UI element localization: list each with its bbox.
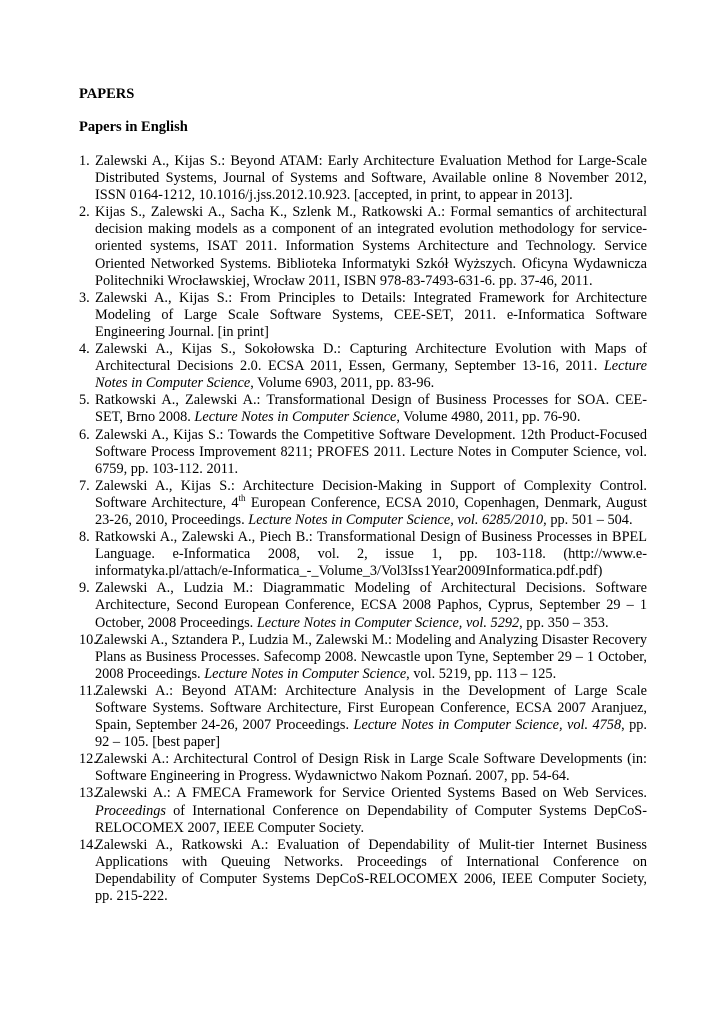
reference-text: Ratkowski A., Zalewski A., Piech B.: Transformational Design of Business Processes in BPEL Language. e-Informatica 2008, vol. 2, issue 1, pp. 103-118. (http://www.e-informatyka.pl/attach/e-Informatica_-_Volume_3/Vol3Iss1Year2009Informatica.pdf.pdf) (95, 529, 647, 580)
reference-number: 11. (79, 682, 97, 699)
reference-item (79, 427, 647, 478)
reference-text: Kijas S., Zalewski A., Sacha K., Szlenk M., Ratkowski A.: Formal semantics of architectural decision making models as a component of an integrated evolution methodology for service-oriented systems, ISAT 2011. Information Systems Architecture and Technology. Service Oriented Networked Systems. Biblioteka Informatyki Szkół Wyższych. Oficyna Wydawnicza Politechniki Wrocławskiej, Wrocław 2011, ISBN 978-83-7493-631-6. pp. 37-46, 2011. (95, 204, 647, 289)
reference-item (79, 478, 647, 529)
reference-text: Ratkowski A., Zalewski A.: Transformational Design of Business Processes for SOA. CEE-SET, Brno 2008. (95, 392, 647, 426)
reference-text: , pp. 350 – 353. (519, 614, 609, 631)
reference-text: Zalewski A., Kijas S.: Architecture Decision-Making in Support of Complexity Control. Software Architecture, 4 (95, 477, 647, 511)
reference-text: , Volume 6903, 2011, pp. 83-96. (250, 375, 435, 392)
reference-number: 14. (79, 836, 97, 853)
reference-number: 3. (79, 289, 90, 306)
reference-item (79, 751, 647, 785)
reference-number: 6. (79, 426, 90, 443)
reference-item (79, 341, 647, 392)
reference-item (79, 632, 647, 683)
reference-number: 4. (79, 341, 90, 358)
reference-number: 12. (79, 751, 97, 768)
reference-text: Zalewski A., Sztandera P., Ludzia M., Zalewski M.: Modeling and Analyzing Disaster Recovery Plans as Business Processes. Safecomp 2008. Newcastle upon Tyne, September 29 – 1 October, 2008 Proceedings. (95, 631, 647, 682)
reference-number: 5. (79, 392, 90, 409)
reference-italic-text: Proceedings (95, 802, 166, 819)
reference-text: th (238, 493, 246, 504)
reference-text: Zalewski A., Ludzia M.: Diagrammatic Modeling of Architectural Decisions. Software Architecture, Second European Conference, ECSA 2008 Paphos, Cyprus, September 29 – 1 October, 2008 Proceedings. (95, 580, 647, 631)
reference-list (79, 153, 647, 905)
reference-italic-text: Lecture Notes in Computer Science, vol. 5292 (256, 614, 520, 631)
reference-item (79, 683, 647, 751)
reference-italic-text: Lecture Notes in Computer Science (204, 665, 407, 682)
reference-text: Zalewski A., Kijas S.: From Principles to Details: Integrated Framework for Architecture Modeling of Large Scale Software Systems, CEE-SET, 2011. e-Informatica Software Engineering Journal. [in print] (95, 289, 647, 340)
reference-italic-text: Lecture Notes in Computer Science (95, 358, 647, 392)
reference-text: , pp. 92 – 105. [best paper] (95, 717, 647, 751)
reference-text: , Volume 4980, 2011, pp. 76-90. (396, 409, 581, 426)
reference-number: 10. (79, 631, 97, 648)
reference-text: Zalewski A., Kijas S., Sokołowska D.: Capturing Architecture Evolution with Maps of Architectural Decisions 2.0. ECSA 2011, Essen, Germany, September 13-16, 2011. (95, 341, 647, 375)
reference-item (79, 392, 647, 426)
reference-text: European Conference, ECSA 2010, Copenhagen, Denmark, August 23-26, 2010, Proceedings. (95, 494, 647, 528)
reference-text: Zalewski A.: Beyond ATAM: Architecture Analysis in the Development of Large Scale Software Systems. Software Architecture, First European Conference, ECSA 2007 Aranjuez, Spain, September 24-26, 2007 Proceedings. (95, 682, 647, 734)
reference-text: of International Conference on Dependability of Computer Systems DepCoS-RELOCOMEX 2007, IEEE Computer Society. (95, 802, 647, 836)
reference-number: 13. (79, 785, 97, 802)
reference-text: Zalewski A., Kijas S.: Towards the Competitive Software Development. 12th Product-Focused Software Process Improvement 8211; PROFES 2011. Lecture Notes in Computer Science, vol. 6759, pp. 103-112. 2011. (95, 426, 647, 477)
reference-text: Zalewski A.: Architectural Control of Design Risk in Large Scale Software Developments (in: Software Engineering in Progress. Wydawnictwo Nakom Poznań. 2007, pp. 54-64. (95, 751, 647, 785)
reference-number: 1. (79, 153, 90, 169)
reference-text: Zalewski A.: A FMECA Framework for Service Oriented Systems Based on Web Services. (95, 785, 647, 802)
reference-number: 8. (79, 529, 90, 546)
reference-text: Zalewski A., Ratkowski A.: Evaluation of Dependability of Mulit-tier Internet Business Applications with Queuing Networks. Proceedings of International Conference on Dependability of Computer Systems DepCoS-RELOCOMEX 2006, IEEE Computer Society, pp. 215-222. (95, 836, 647, 905)
reference-text: , pp. 501 – 504. (543, 511, 633, 528)
section-heading: PAPERS (79, 86, 135, 102)
reference-item (79, 290, 647, 341)
reference-number: 2. (79, 204, 90, 221)
reference-item (79, 837, 647, 905)
reference-italic-text: Lecture Notes in Computer Science, vol. 4758 (353, 717, 622, 734)
reference-italic-text: Lecture Notes in Computer Science (194, 409, 397, 426)
reference-item (79, 580, 647, 631)
reference-number: 9. (79, 580, 90, 597)
reference-item (79, 529, 647, 580)
reference-item (79, 204, 647, 289)
reference-text: Zalewski A., Kijas S.: Beyond ATAM: Early Architecture Evaluation Method for Large-Scale Distributed Systems, Journal of Systems and Software, Available online 8 November 2012, ISSN 0164-1212, 10.1016/j.jss.2012.10.923. [accepted, in print, to appear in 2013]. (95, 153, 647, 204)
reference-number: 7. (79, 477, 90, 494)
reference-item (79, 153, 647, 204)
reference-text: , vol. 5219, pp. 113 – 125. (406, 665, 557, 682)
subsection-heading: Papers in English (79, 119, 188, 135)
reference-item (79, 785, 647, 836)
reference-italic-text: Lecture Notes in Computer Science, vol. 6285/2010 (248, 511, 544, 528)
